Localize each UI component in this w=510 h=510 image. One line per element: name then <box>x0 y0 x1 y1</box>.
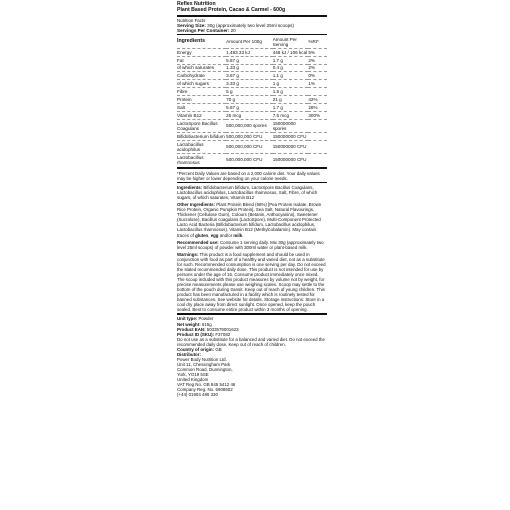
nutrient-name: Lactobacillus acidophilus <box>177 140 226 153</box>
nutrient-name: Protein <box>177 96 226 104</box>
per100-value: 1,493.33 kJ <box>226 48 273 56</box>
facts-title: Nutrition Facts <box>177 17 206 23</box>
per100-value: 500,000,000 CFU <box>226 140 273 153</box>
allergy-prefix: May contain traces of <box>177 227 317 238</box>
col-ri: %RI* <box>308 39 319 45</box>
allergen-egg: egg <box>210 232 219 238</box>
ingredients-section <box>177 185 327 200</box>
nutrient-name: Fat <box>177 56 226 64</box>
sku-label: Product ID (SKU): <box>177 331 215 337</box>
distributor-line: Unit 11, Chessingham Park <box>177 362 231 368</box>
serving-value: 1 g <box>273 80 309 88</box>
table-row <box>177 96 327 104</box>
servings-value: 20 <box>230 28 236 34</box>
nutrient-name: LactoSpore Bacillus Coagulans <box>177 119 226 132</box>
per100-value: 500,000,000 spores <box>226 119 273 132</box>
ri-value <box>308 140 327 153</box>
servings-label: Servings Per Container: <box>177 28 230 34</box>
net-weight-value: 615g <box>201 321 212 327</box>
table-row <box>177 140 327 153</box>
serving-value: 150000000 CFU <box>273 153 309 166</box>
nutrient-name: of which sugars <box>177 80 226 88</box>
ri-value <box>308 153 327 166</box>
distributor-line: VAT Reg No. GB 845 5412 46 <box>177 382 236 388</box>
nutrient-name: Vitamin B12 <box>177 111 226 119</box>
table-row <box>177 72 327 80</box>
serving-value: 150000000 CFU <box>273 140 309 153</box>
serving-value: 1.7 g <box>273 56 309 64</box>
ean-value: 5033579001623 <box>206 326 239 332</box>
nutrition-table <box>177 36 327 166</box>
other-ingredients-section <box>177 202 327 237</box>
per100-value: 500,000,000 CFU <box>226 153 273 166</box>
recommended-label: Recommended use: <box>177 239 219 245</box>
brand-name: Reflex Nutrition <box>177 1 216 7</box>
divider <box>177 167 327 169</box>
ri-value: 0% <box>308 72 327 80</box>
distributor-line: Power Body Nutrition Ltd. <box>177 356 227 362</box>
serving-size-label: Serving Size: <box>177 23 206 28</box>
serving-value: 21 g <box>273 96 309 104</box>
nutrient-name: of which saturates <box>177 64 226 72</box>
serving-value: 448 kJ / 106 kcal <box>272 49 308 55</box>
ri-value <box>308 88 327 96</box>
table-row <box>177 80 327 88</box>
distributor-label: Distributor: <box>177 351 201 357</box>
allergy-end: . <box>242 232 244 238</box>
per100-value: 500,000,000 CFU <box>226 132 273 140</box>
ingredients-label: Ingredients: <box>177 184 203 190</box>
divider <box>177 182 327 183</box>
nutrient-name: Fibre <box>177 88 226 96</box>
other-ingredients-text: Plant Protein Blend (68%) [Pea Protein Isolate, Brown Rice Protein, Organic Pumpkin Protein], Sea Salt, Natural Flavourings, Thickener (Cellulose Gum), Colours (Betanin, Anthocyanins), Sweetener (Sucralose), Bacillus coagulans (LactoSpore), Multi-Component Protected Lacto Acid Bacteria (Bifidobacterium bifidum, Lactobacillus acidophilus, Lactobacillus rhamnosus), Vitamin B12 (Methylcobalamin). <box>177 202 322 233</box>
per100-value: 25 mcg <box>226 111 273 119</box>
unit-type-value: Powder <box>198 316 214 322</box>
serving-value: 7.5 mcg <box>273 111 309 119</box>
unit-type-label: Unit type: <box>177 316 198 322</box>
allergen-gluten: gluten <box>195 232 209 238</box>
ri-value: 2% <box>308 64 327 72</box>
allergen-milk: milk <box>233 232 243 238</box>
ri-value: 28% <box>308 103 327 111</box>
per100-value: 3.67 g <box>226 72 273 80</box>
warnings-label: Warnings: <box>177 251 199 257</box>
per100-value: 3.33 g <box>226 80 273 88</box>
ingredients-text: Bifidobacterium bifidum, LactoSpore Bacillus Coagulans, Lactobacillus acidophilus, Lactobacillus rhamnosus, Salt, Fibre, of which sugars, of which saturates, Vitamin B12 <box>177 184 318 201</box>
distributor-line: (+44) 01904 486 330 <box>177 392 218 398</box>
ri-value: 2% <box>308 56 327 64</box>
footnote: *Percent Daily Values are based on a 2,000 calorie diet. Your daily values may be higher or lower depending on your calorie needs. <box>177 171 320 182</box>
country-value: GB <box>215 346 222 352</box>
ri-value: 5% <box>308 48 327 56</box>
other-ingredients-label: Other Ingredients: <box>177 202 216 208</box>
ean-label: Product EAN: <box>177 326 206 332</box>
per100-value: 70 g <box>226 96 273 104</box>
ri-value <box>308 132 327 140</box>
divider <box>177 313 327 315</box>
warnings-text: This product is a food supplement and should be used in conjunction with food as part of a healthy and varied diet, not as a substitute for such. Recommended consumption is one serving per day. Do not exceed the stated recommended daily dose. This product is not intended for use by persons under the age of 16. Consume product immediately once mixed. The scoop included with this product measures by volume not by weight, for precise measurements please use weighing scales. Scoop may settle to the bottom of the pouch during transit. Keep out of reach of young children. This product has been manufactured in a facility which is routinely tested for banned substances. See website for details. Storage instructions: Store in a cool dry place away from direct sunlight. Once opened, keep the pouch sealed. Best to consume entire product within 3 months of opening. <box>177 251 326 313</box>
per100-value: 5.67 g <box>226 103 273 111</box>
recommended-use-section <box>177 240 327 250</box>
sku-value: F37082 <box>215 331 231 337</box>
distributor-address <box>177 357 327 398</box>
nutrition-rows <box>177 48 327 166</box>
ri-value <box>308 119 327 132</box>
divider <box>177 15 327 17</box>
serving-size-value: 30g (approximately two level 25ml scoops) <box>207 23 294 28</box>
serving-value: 1.5 g <box>273 88 309 96</box>
serving-value: 150000000 CFU <box>272 133 307 139</box>
allergy-sep: , <box>208 232 211 238</box>
table-header-row <box>177 36 327 48</box>
nutrient-name: Energy <box>177 48 226 56</box>
product-title: Plant Based Protein, Cacao & Carmel - 600g <box>177 6 286 13</box>
table-row <box>177 153 327 166</box>
nutrient-name: Carbohydrate <box>177 72 226 80</box>
ri-value: 300% <box>308 111 327 119</box>
per100-value: 1.33 g <box>226 64 273 72</box>
nutrient-name: Salt <box>177 103 226 111</box>
ri-value: 42% <box>308 96 327 104</box>
table-row <box>177 119 327 132</box>
table-row <box>177 88 327 96</box>
serving-value: 150000000 spores <box>273 119 309 132</box>
product-meta <box>177 316 327 397</box>
table-row <box>177 64 327 72</box>
serving-value: 1.1 g <box>273 72 309 80</box>
warnings-section <box>177 252 327 313</box>
country-label: Country of origin: <box>177 346 215 352</box>
table-row <box>177 111 327 119</box>
col-ingredients: Ingredients <box>177 38 205 45</box>
table-row <box>177 48 327 56</box>
ri-value: 1% <box>308 80 327 88</box>
per100-value: 5 g <box>226 88 273 96</box>
allergy-and: and/or <box>218 232 234 238</box>
distributor-line: York, YO19 5SE <box>177 372 209 378</box>
recommended-text: Consume 1 serving daily. Mix 30g (approximately two level 25ml scoops) of powder with 300ml water or plant-based milk. <box>177 239 324 250</box>
table-row <box>177 103 327 111</box>
per100-value: 5.67 g <box>226 56 273 64</box>
serving-value: 1.7 g <box>273 103 309 111</box>
nutrition-label <box>177 2 327 397</box>
serving-value: 0.4 g <box>273 64 309 72</box>
distributor-line: Company Reg. No. 6908602 <box>177 387 233 393</box>
distributor-line: Common Road, Dunnington, <box>177 367 233 373</box>
col-per100: Amount Per 100g <box>226 39 262 45</box>
table-row <box>177 56 327 64</box>
table-row <box>177 132 327 140</box>
col-serving: Amount Per Serving <box>272 36 297 47</box>
net-weight-label: Net weight: <box>177 321 201 327</box>
disclaimer: Do not use as a substitute for a balanced and varied diet. Do not exceed the recommended daily dose. Keep out of reach of children. <box>177 336 325 347</box>
distributor-line: United Kingdom <box>177 377 209 383</box>
nutrient-name: Bifidobacterium bifidum <box>177 133 225 139</box>
nutrient-name: Lactobacillus rhamnosus <box>177 153 226 166</box>
servings-per-container <box>177 28 327 33</box>
